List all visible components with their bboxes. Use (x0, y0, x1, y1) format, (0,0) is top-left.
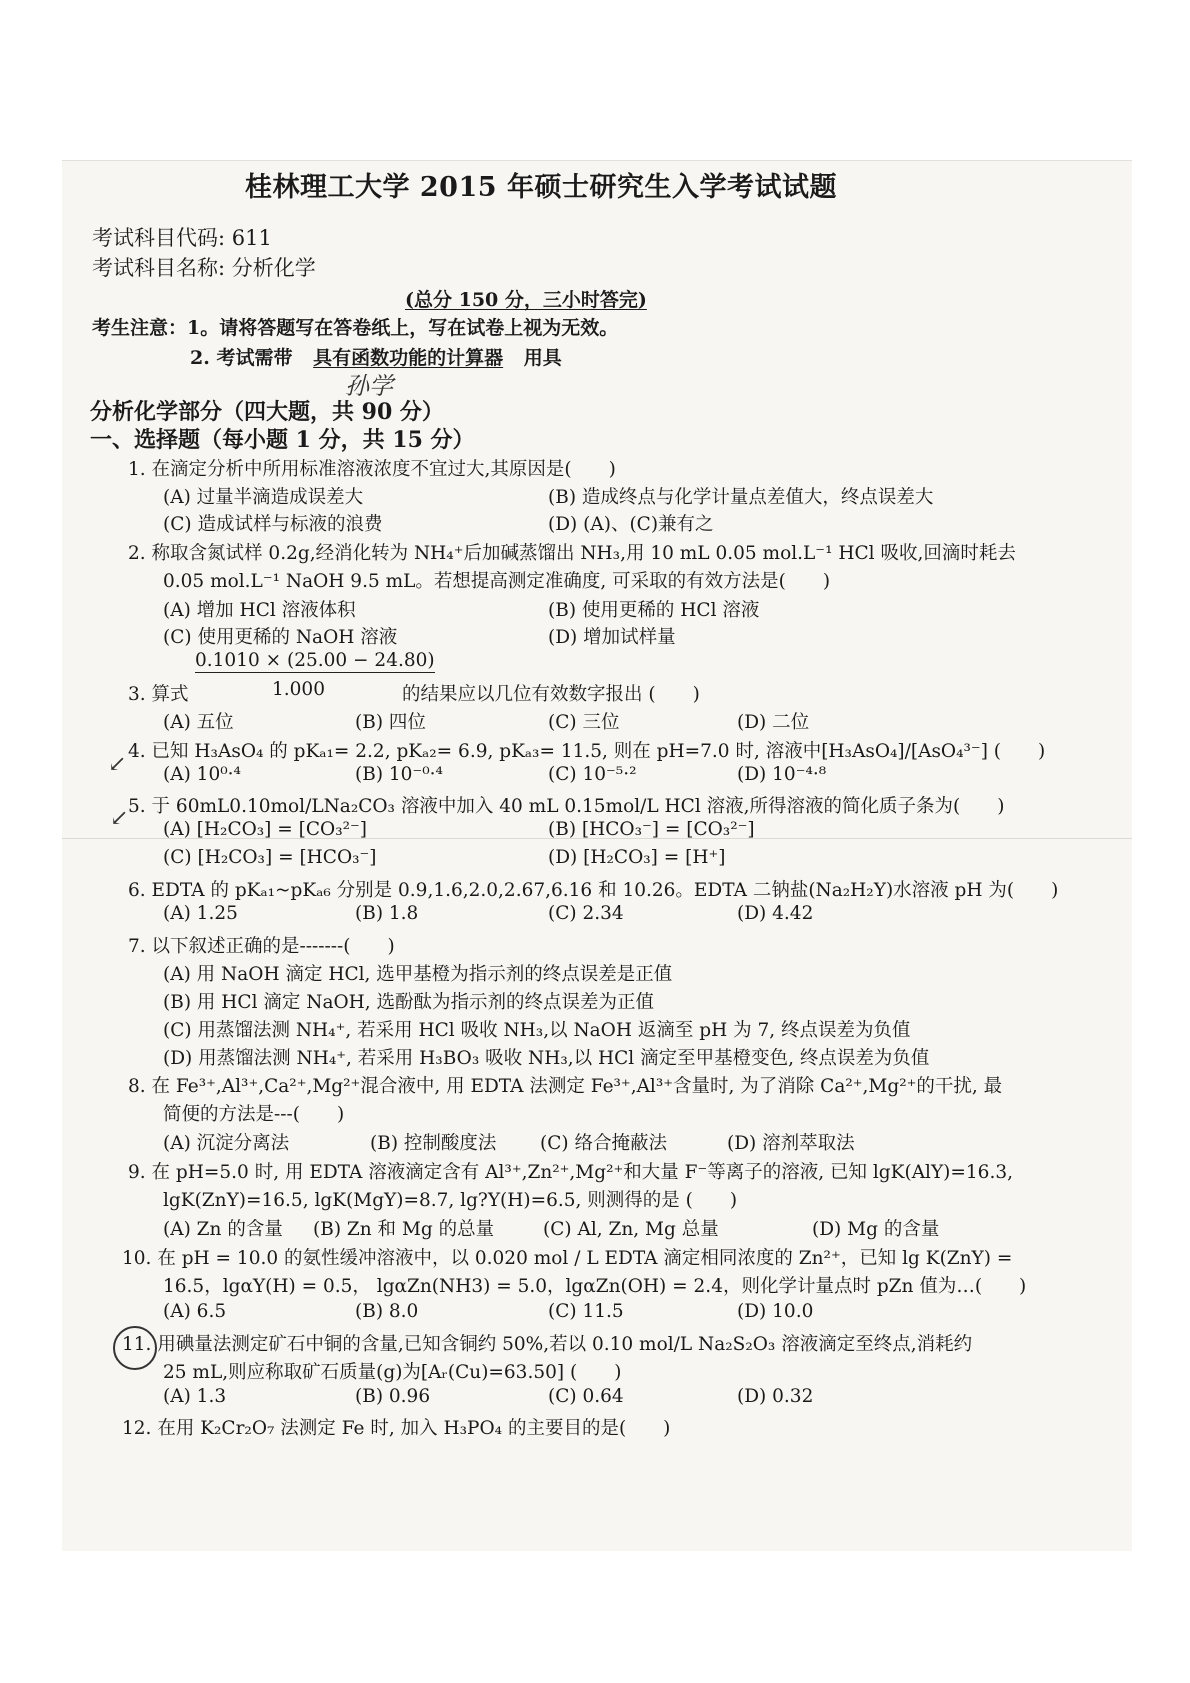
q3-option-a: (A) 五位 (163, 712, 234, 733)
notice-1: 考生注意：1。请将答题写在答卷纸上，写在试卷上视为无效。 (92, 317, 619, 339)
question-1 (128, 455, 616, 481)
total-score-text: (总分 150 分，三小时答完) (405, 289, 647, 311)
question-3-tail: 的结果应以几位有效数字报出 ( ) (402, 684, 700, 705)
q8-option-a: (A) 沉淀分离法 (163, 1133, 290, 1154)
q1-option-a: (A) 过量半滴造成误差大 (163, 487, 364, 508)
q1-option-c: (C) 造成试样与标液的浪费 (163, 514, 383, 535)
q5-option-a: (A) [H₂CO₃] = [CO₃²⁻] (163, 819, 368, 840)
q-number: 4. (128, 741, 146, 762)
q11-option-b: (B) 0.96 (355, 1386, 431, 1407)
q7-option-d: (D) 用蒸馏法测 NH₄⁺, 若采用 H₃BO₃ 吸收 NH₃,以 HCl 滴定至甲基橙变色, 终点误差为负值 (163, 1048, 930, 1069)
mcq-heading: 一、选择题（每小题 1 分，共 15 分） (90, 427, 475, 453)
q-number: 8. (128, 1076, 146, 1097)
q-text: 于 60mL0.10mol/LNa₂CO₃ 溶液中加入 40 mL 0.15mol/L HCl 溶液,所得溶液的简化质子条为( ) (151, 796, 1005, 817)
q3-formula-denominator: 1.000 (272, 679, 325, 700)
handwritten-check-mark: ↙ (110, 806, 129, 831)
q7-option-a: (A) 用 NaOH 滴定 HCl, 选甲基橙为指示剂的终点误差是正值 (163, 964, 673, 985)
q-text: 在 pH = 10.0 的氨性缓冲溶液中，以 0.020 mol / L EDTA 滴定相同浓度的 Zn²⁺，已知 lg K(ZnY) = (157, 1248, 1013, 1269)
total-score-note (405, 285, 647, 312)
q-text: 算式 (151, 684, 189, 705)
question-2 (128, 539, 1016, 565)
question-6 (128, 876, 1058, 902)
q9-option-c: (C) Al, Zn, Mg 总量 (543, 1219, 719, 1240)
q-number: 12. (122, 1418, 152, 1439)
q-number: 6. (128, 880, 146, 901)
q-number: 7. (128, 936, 146, 957)
question-12 (122, 1414, 670, 1440)
question-10 (122, 1244, 1012, 1270)
subject-code: 考试科目代码: 611 (92, 226, 272, 250)
q5-option-c: (C) [H₂CO₃] = [HCO₃⁻] (163, 847, 377, 868)
q2-option-a: (A) 增加 HCl 溶液体积 (163, 600, 356, 621)
q-text: 以下叙述正确的是-------( ) (151, 936, 395, 957)
part-heading: 分析化学部分（四大题，共 90 分） (90, 399, 444, 425)
q2-option-d: (D) 增加试样量 (548, 627, 676, 648)
q-text: 在用 K₂Cr₂O₇ 法测定 Fe 时, 加入 H₃PO₄ 的主要目的是( ) (157, 1418, 671, 1439)
q-number: 10. (122, 1248, 152, 1269)
question-7 (128, 932, 395, 958)
q9-option-d: (D) Mg 的含量 (812, 1219, 940, 1240)
notice-2-item: 具有函数功能的计算器 (313, 347, 504, 369)
q10-option-d: (D) 10.0 (737, 1301, 814, 1322)
q11-option-d: (D) 0.32 (737, 1386, 814, 1407)
q11-option-c: (C) 0.64 (548, 1386, 624, 1407)
q5-option-b: (B) [HCO₃⁻] = [CO₃²⁻] (548, 819, 755, 840)
q3-option-c: (C) 三位 (548, 712, 620, 733)
q-number: 3. (128, 684, 146, 705)
q8-option-d: (D) 溶剂萃取法 (727, 1133, 855, 1154)
q6-option-a: (A) 1.25 (163, 903, 238, 924)
q3-option-b: (B) 四位 (355, 712, 426, 733)
q1-option-b: (B) 造成终点与化学计量点差值大，终点误差大 (548, 487, 934, 508)
q7-option-c: (C) 用蒸馏法测 NH₄⁺, 若采用 HCl 吸收 NH₃,以 NaOH 返滴至 pH 为 7, 终点误差为负值 (163, 1020, 911, 1041)
question-4 (128, 737, 1045, 763)
q-number: 9. (128, 1162, 146, 1183)
q-text: 在 pH=5.0 时, 用 EDTA 溶液滴定含有 Al³⁺,Zn²⁺,Mg²⁺和大量 F⁻等离子的溶液, 已知 lgK(AlY)=16.3, (151, 1162, 1013, 1183)
q7-option-b: (B) 用 HCl 滴定 NaOH, 选酚酞为指示剂的终点误差为正值 (163, 992, 655, 1013)
q9-option-b: (B) Zn 和 Mg 的总量 (313, 1219, 495, 1240)
q3-option-d: (D) 二位 (737, 712, 810, 733)
q5-option-d: (D) [H₂CO₃] = [H⁺] (548, 847, 726, 868)
question-2-line-2: 0.05 mol.L⁻¹ NaOH 9.5 mL。若想提高测定准确度, 可采取的有效方法是( ) (163, 571, 831, 592)
question-9 (128, 1158, 1013, 1184)
question-8-line-2: 简便的方法是---( ) (163, 1104, 345, 1125)
q2-option-c: (C) 使用更稀的 NaOH 溶液 (163, 627, 398, 648)
q8-option-c: (C) 络合掩蔽法 (540, 1133, 667, 1154)
q4-option-c: (C) 10⁻⁵·² (548, 764, 637, 785)
q-text: EDTA 的 pKₐ₁~pKₐ₆ 分别是 0.9,1.6,2.0,2.67,6.16 和 10.26。EDTA 二钠盐(Na₂H₂Y)水溶液 pH 为( ) (151, 880, 1059, 901)
q6-option-c: (C) 2.34 (548, 903, 624, 924)
q11-option-a: (A) 1.3 (163, 1386, 227, 1407)
q10-option-b: (B) 8.0 (355, 1301, 419, 1322)
q-text: 在滴定分析中所用标准溶液浓度不宜过大,其原因是( ) (151, 459, 616, 480)
q-text: 已知 H₃AsO₄ 的 pKₐ₁= 2.2, pKₐ₂= 6.9, pKₐ₃= 11.5, 则在 pH=7.0 时, 溶液中[H₃AsO₄]/[AsO₄³⁻] ( ) (151, 741, 1046, 762)
notice-2-suffix: 用具 (523, 347, 562, 369)
q10-option-c: (C) 11.5 (548, 1301, 624, 1322)
q2-option-b: (B) 使用更稀的 HCl 溶液 (548, 600, 760, 621)
q4-option-d: (D) 10⁻⁴·⁸ (737, 764, 827, 785)
q10-option-a: (A) 6.5 (163, 1301, 227, 1322)
q-number: 2. (128, 543, 146, 564)
q-number: 5. (128, 796, 146, 817)
q-number: 1. (128, 459, 146, 480)
q6-option-d: (D) 4.42 (737, 903, 814, 924)
q4-option-a: (A) 10⁰·⁴ (163, 764, 241, 785)
q4-option-b: (B) 10⁻⁰·⁴ (355, 764, 443, 785)
question-9-line-2: lgK(ZnY)=16.5, lgK(MgY)=8.7, lg?Y(H)=6.5, 则测得的是 ( ) (163, 1190, 738, 1211)
q8-option-b: (B) 控制酸度法 (370, 1133, 497, 1154)
exam-title: 桂林理工大学 2015 年硕士研究生入学考试试题 (245, 172, 837, 203)
q-text: 称取含氮试样 0.2g,经消化转为 NH₄⁺后加碱蒸馏出 NH₃,用 10 mL 0.05 mol.L⁻¹ HCl 吸收,回滴时耗去 (151, 543, 1016, 564)
question-11-line-2: 25 mL,则应称取矿石质量(g)为[Aᵣ(Cu)=63.50] ( ) (163, 1362, 622, 1383)
q1-option-d: (D) (A)、(C)兼有之 (548, 514, 714, 535)
subject-name: 考试科目名称: 分析化学 (92, 256, 316, 280)
question-10-line-2: 16.5，lgαY(H) = 0.5， lgαZn(NH3) = 5.0，lgαZn(OH) = 2.4，则化学计量点时 pZn 值为…( ) (163, 1276, 1027, 1297)
question-8 (128, 1072, 1002, 1098)
q-text: 在 Fe³⁺,Al³⁺,Ca²⁺,Mg²⁺混合液中, 用 EDTA 法测定 Fe³⁺,Al³⁺含量时, 为了消除 Ca²⁺,Mg²⁺的干扰, 最 (151, 1076, 1003, 1097)
q3-formula-numerator: 0.1010 × (25.00 − 24.80) (195, 650, 435, 671)
handwritten-signature: 孙学 (345, 372, 393, 400)
question-11 (122, 1330, 972, 1356)
question-5 (128, 792, 1004, 818)
q-text: 用碘量法测定矿石中铜的含量,已知含铜约 50%,若以 0.10 mol/L Na₂S₂O₃ 溶液滴定至终点,消耗约 (157, 1334, 973, 1355)
question-3 (128, 680, 189, 706)
q6-option-b: (B) 1.8 (355, 903, 419, 924)
handwritten-check-mark: ↙ (108, 752, 127, 777)
q-number: 11. (122, 1334, 152, 1355)
q9-option-a: (A) Zn 的含量 (163, 1219, 283, 1240)
notice-2-prefix: 2. 考试需带 (190, 347, 293, 369)
